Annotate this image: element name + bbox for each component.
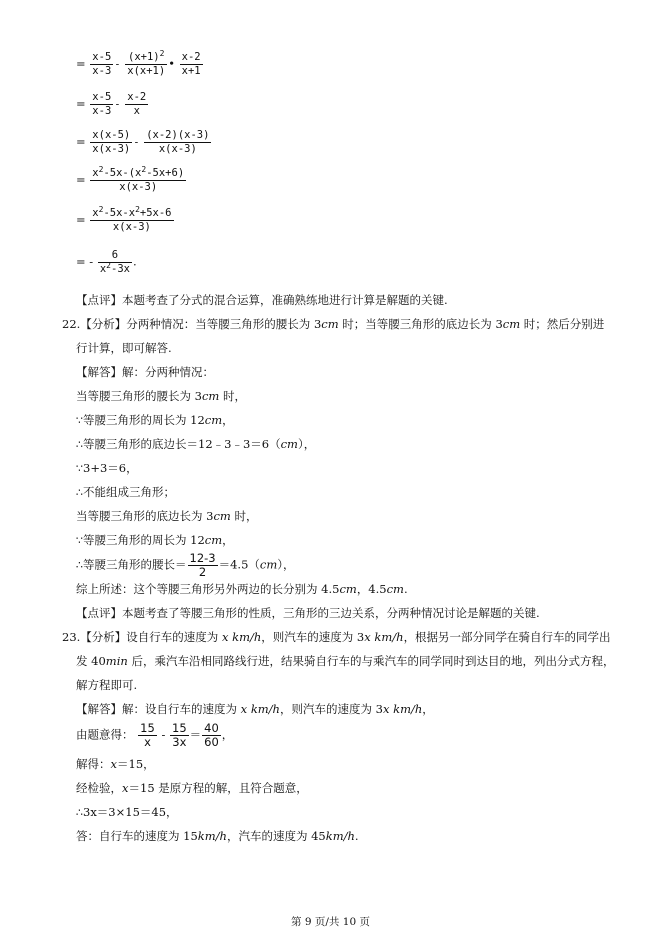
derivation-step-4: = $\frac{x^2-5x-(x^2-5x+6)}{x(x-3)}$ — [76, 165, 185, 193]
q22-analysis-line-1: 22.【分析】分两种情况：当等腰三角形的腰长为 3cm 时；当等腰三角形的底边长为 3cm 时；然后分别进 — [62, 317, 605, 331]
derivation-step-6: = - $\frac{6}{x^2-3x}$ . — [76, 249, 137, 275]
fraction: $\frac{x(x-5)}{x(x-3)}$ — [92, 129, 131, 155]
q22-no-triangle: ∴不能组成三角形； — [76, 485, 175, 499]
q23-analysis-line-3: 解方程即可. — [76, 678, 138, 692]
fraction: $\frac{x-2}{x+1}$ — [181, 51, 201, 77]
fraction: $\frac{15}{3x}$ — [172, 721, 187, 749]
q22-comment: 【点评】本题考查了等腰三角形的性质，三角形的三边关系，分两种情况讨论是解题的关键. — [76, 606, 540, 620]
q23-check: 经检验，x＝15 是原方程的解，且符合题意， — [76, 781, 308, 795]
q22-summary: 综上所述：这个等腰三角形另外两边的长分别为 4.5cm，4.5cm. — [76, 582, 408, 596]
q22-base: ∴等腰三角形的底边长＝12﹣3﹣3＝6（cm）， — [76, 437, 316, 451]
q21-comment: 【点评】本题考查了分式的混合运算，准确熟练地进行计算是解题的关键. — [76, 293, 448, 307]
q22-analysis-line-2: 行计算，即可解答. — [76, 341, 172, 355]
q23-analysis-line-2: 发 40min 后，乘汽车沿相同路线行进，结果骑自行车的与乘汽车的同学同时到达目的地，列出分式方程， — [76, 654, 615, 668]
fraction: $\frac{x^2-5x-x^2+5x-6}{x(x-3)}$ — [92, 205, 172, 233]
fraction: $\frac{x^2-5x-(x^2-5x+6)}{x(x-3)}$ — [92, 165, 185, 193]
q23-solution: 【解答】解：设自行车的速度为 x km/h，则汽车的速度为 3x km/h， — [76, 702, 434, 716]
fraction: $\frac{x-5}{x-3}$ — [92, 91, 112, 117]
fraction: $\frac{40}{60}$ — [204, 721, 219, 749]
fraction: $\frac{(x-2)(x-3)}{x(x-3)}$ — [146, 129, 210, 155]
derivation-step-2: = $\frac{x-5}{x-3}$ - $\frac{x-2}{x}$ — [76, 91, 147, 117]
q23-answer: 答：自行车的速度为 15km/h，汽车的速度为 45km/h. — [76, 829, 359, 843]
q23-calc: ∴3x＝3×15＝45， — [76, 805, 178, 819]
q23-analysis-line-1: 23.【分析】设自行车的速度为 x km/h，则汽车的速度为 3x km/h，根据另一部分同学在骑自行车的同学出 — [62, 630, 611, 644]
q22-solution-intro: 【解答】解：分两种情况： — [76, 365, 214, 379]
q22-perimeter-1: ∵等腰三角形的周长为 12cm， — [76, 413, 234, 427]
q23-equation: 由题意得： $\frac{15}{x}$ - $\frac{15}{3x}$ ＝ $\frac{40}{60}$ ， — [76, 721, 234, 749]
fraction: $\frac{15}{x}$ — [140, 721, 155, 749]
page-footer: 第 9 页/共 10 页 — [291, 916, 370, 928]
derivation-step-5: = $\frac{x^2-5x-x^2+5x-6}{x(x-3)}$ — [76, 205, 172, 233]
fraction: $\frac{6}{x^2-3x}$ — [99, 249, 130, 275]
q22-leg: ∴等腰三角形的腰长＝ $\frac{12-3}{2}$ ＝4.5（cm）， — [76, 551, 295, 579]
q22-case1: 当等腰三角形的腰长为 3cm 时， — [76, 389, 246, 403]
derivation-step-1: = $\frac{x-5}{x-3}$ - $\frac{(x+1)^2}{x(x+1)}$ • $\frac{x-2}{x+1}$ — [76, 49, 201, 77]
q22-sum: ∵3+3＝6， — [76, 461, 138, 475]
derivation-step-3: = $\frac{x(x-5)}{x(x-3)}$ - $\frac{(x-2)(x-3)}{x(x-3)}$ — [76, 129, 210, 155]
q22-perimeter-2: ∵等腰三角形的周长为 12cm， — [76, 533, 234, 547]
fraction: $\frac{12-3}{2}$ — [189, 551, 216, 579]
fraction: $\frac{x-5}{x-3}$ — [92, 51, 112, 77]
fraction: $\frac{(x+1)^2}{x(x+1)}$ — [127, 49, 166, 77]
q23-solve: 解得：x＝15， — [76, 757, 155, 771]
q22-case2: 当等腰三角形的底边长为 3cm 时， — [76, 509, 258, 523]
fraction: $\frac{x-2}{x}$ — [127, 91, 147, 117]
